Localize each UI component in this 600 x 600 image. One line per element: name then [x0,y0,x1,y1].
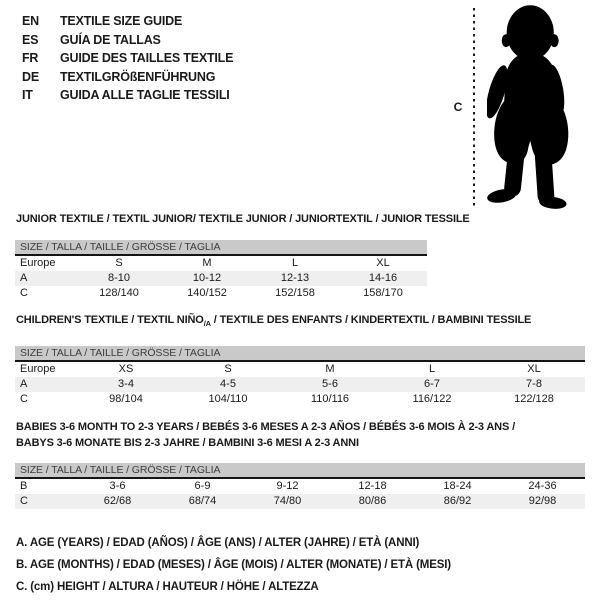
row-label: B [20,480,28,492]
lang-code: DE [22,69,39,84]
note-height-cm: C. (cm) HEIGHT / ALTURA / HAUTEUR / HÖHE / ALTEZZA [16,581,319,593]
note-age-months: B. AGE (MONTHS) / EDAD (MESES) / ÂGE (MOIS) / ALTER (MONATE) / ETÀ (MESI) [16,559,451,571]
cell: 128/140 [99,287,139,299]
lang-code: FR [22,51,39,65]
cell: 98/104 [109,393,143,405]
size-header-bar: SIZE / TALLA / TAILLE / GRÖSSE / TAGLIA [15,346,585,362]
babies-section-title [16,420,515,451]
table-row [15,392,585,407]
size-header-bar: SIZE / TALLA / TAILLE / GRÖSSE / TAGLIA [15,463,585,479]
junior-size-table [15,240,427,301]
table-row [15,494,585,509]
lang-row-de [22,68,233,87]
children-section-title [16,314,531,328]
cell: 12-18 [358,480,387,492]
height-measure-label: C [453,100,463,114]
language-title-list [22,12,233,105]
lang-title: GUIDA ALLE TAGLIE TESSILI [60,88,230,102]
cell: 104/110 [208,393,248,405]
children-title-sub: /A [203,319,211,329]
row-label: C [20,393,28,405]
toddler-silhouette-icon [487,3,600,212]
cell: 152/158 [275,287,315,299]
note-age-years: A. AGE (YEARS) / EDAD (AÑOS) / ÂGE (ANS) / ALTER (JAHRE) / ETÀ (ANNI) [16,537,420,549]
lang-row-es [22,31,233,50]
lang-title: TEXTILE SIZE GUIDE [60,14,183,28]
cell: 18-24 [443,480,472,492]
table-row [15,271,427,286]
table-row [15,286,427,301]
cell: 4-5 [220,378,236,390]
cell: 140/152 [187,287,227,299]
cell: XL [376,257,390,269]
table-row [15,362,585,377]
cell: L [291,257,299,269]
lang-title: TEXTILGRÖßENFÜHRUNG [60,69,216,84]
cell: 92/98 [528,495,557,507]
cell: M [325,363,335,375]
cell: 9-12 [276,480,299,492]
height-measure-dotted-line [473,8,475,206]
cell: 68/74 [188,495,217,507]
lang-code: EN [22,14,39,28]
cell: 7-8 [526,378,542,390]
cell: 122/128 [514,393,554,405]
lang-code: ES [22,32,39,47]
babies-title-line1: BABIES 3-6 MONTH TO 2-3 YEARS / BEBÉS 3-6 MESES A 2-3 AÑOS / BÉBÉS 3-6 MOIS À 2-3 ANS / [16,421,515,433]
babies-size-table [15,463,585,509]
cell: 14-16 [368,272,398,284]
cell: 3-6 [109,480,126,492]
table-row [15,256,427,271]
lang-code: IT [22,88,33,102]
cell: 116/122 [412,393,452,405]
cell: 110/116 [310,393,350,405]
cell: 86/92 [443,495,472,507]
size-header-bar: SIZE / TALLA / TAILLE / GRÖSSE / TAGLIA [15,240,427,256]
cell: 24-36 [528,480,557,492]
cell: 5-6 [322,378,338,390]
cell: 8-10 [107,272,131,284]
children-title-pre: CHILDREN'S TEXTILE / TEXTIL NIÑO [16,314,204,326]
lang-row-fr [22,49,233,68]
table-row [15,377,585,392]
junior-section-title: JUNIOR TEXTILE / TEXTIL JUNIOR/ TEXTILE JUNIOR / JUNIORTEXTIL / JUNIOR TESSILE [16,213,470,225]
cell: 62/68 [103,495,132,507]
cell: 74/80 [273,495,302,507]
lang-row-it [22,86,233,105]
babies-title-line2: BABYS 3-6 MONATE BIS 2-3 JAHRE / BAMBINI 3-6 MESI A 2-3 ANNI [16,436,359,449]
cell: 158/170 [363,287,403,299]
row-label: C [20,287,28,299]
children-title-post: / TEXTILE DES ENFANTS / KINDERTEXTIL / BAMBINI TESSILE [210,314,532,326]
table-row [15,479,585,494]
cell: XL [527,363,541,375]
cell: 6-7 [424,378,440,390]
cell: XS [118,363,134,375]
children-size-table [15,346,585,407]
lang-row-en [22,12,233,31]
cell: M [202,257,212,269]
row-label: A [20,272,28,284]
lang-title: GUIDE DES TAILLES TEXTILE [60,51,234,65]
row-label: Europe [20,363,56,375]
lang-title: GUÍA DE TALLAS [60,32,161,47]
cell: 3-4 [118,378,134,390]
row-label: A [20,378,28,390]
cell: 6-9 [194,480,211,492]
legend-notes [16,532,451,598]
row-label: C [20,495,28,507]
cell: S [115,257,123,269]
cell: 12-13 [280,272,310,284]
row-label: Europe [20,257,56,269]
cell: 80/86 [358,495,387,507]
cell: L [428,363,436,375]
cell: S [224,363,232,375]
cell: 10-12 [192,272,222,284]
